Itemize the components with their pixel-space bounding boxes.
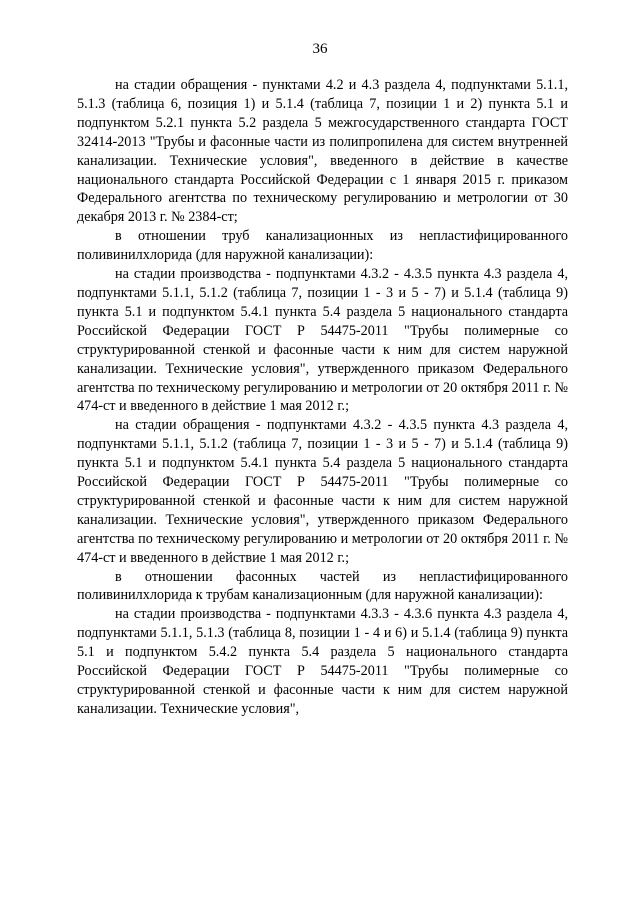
paragraph: в отношении фасонных частей из непластифицированного поливинилхлорида к трубам канализационным (для наружной канализации):: [77, 568, 568, 604]
paragraph: на стадии обращения - пунктами 4.2 и 4.3 раздела 4, подпунктами 5.1.1, 5.1.3 (таблица 6, позиция 1) и 5.1.4 (таблица 7, позиции 1 и 2) пункта 5.1 и подпунктом 5.2.1 пункта 5.2 раздела 5 межгосударственного стандарта ГОСТ 32414-2013 "Трубы и фасонные части из полипропилена для систем внутренней канализации. Технические условия", введенного в действие в качестве национального стандарта Российской Федерации с 1 января 2015 г. приказом Федерального агентства по техническому регулированию и метрологии от 30 декабря 2013 г. № 2384-ст;: [77, 77, 568, 226]
document-body: [77, 76, 568, 719]
paragraph: на стадии производства - подпунктами 4.3.3 - 4.3.6 пункта 4.3 раздела 4, подпунктами 5.1.1, 5.1.3 (таблица 8, позиции 1 - 4 и 6) и 5.1.4 (таблица 9) пункта 5.1 и подпунктом 5.4.2 пункта 5.4 раздела 5 национального стандарта Российской Федерации ГОСТ Р 54475-2011 "Трубы полимерные со структурированной стенкой и фасонные части к ним для систем наружной канализации. Технические условия",: [77, 606, 568, 717]
paragraph: в отношении труб канализационных из непластифицированного поливинилхлорида (для наружной канализации):: [77, 228, 568, 264]
page-number: 36: [312, 41, 328, 57]
paragraph: на стадии обращения - подпунктами 4.3.2 - 4.3.5 пункта 4.3 раздела 4, подпунктами 5.1.1, 5.1.2 (таблица 7, позиции 1 - 3 и 5 - 7) и 5.1.4 (таблица 9) пункта 5.1 и подпунктом 5.4.1 пункта 5.4 раздела 5 национального стандарта Российской Федерации ГОСТ Р 54475-2011 "Трубы полимерные со структурированной стенкой и фасонные части к ним для систем наружной канализации. Технические условия", утвержденного приказом Федерального агентства по техническому регулированию и метрологии от 20 октября 2011 г. № 474-ст и введенного в действие 1 мая 2012 г.;: [77, 417, 568, 566]
paragraph: на стадии производства - подпунктами 4.3.2 - 4.3.5 пункта 4.3 раздела 4, подпунктами 5.1.1, 5.1.2 (таблица 7, позиции 1 - 3 и 5 - 7) и 5.1.4 (таблица 9) пункта 5.1 и подпунктом 5.4.1 пункта 5.4 раздела 5 национального стандарта Российской Федерации ГОСТ Р 54475-2011 "Трубы полимерные со структурированной стенкой и фасонные части к ним для систем наружной канализации. Технические условия", утвержденного приказом Федерального агентства по техническому регулированию и метрологии от 20 октября 2011 г. № 474-ст и введенного в действие 1 мая 2012 г.;: [77, 266, 568, 415]
